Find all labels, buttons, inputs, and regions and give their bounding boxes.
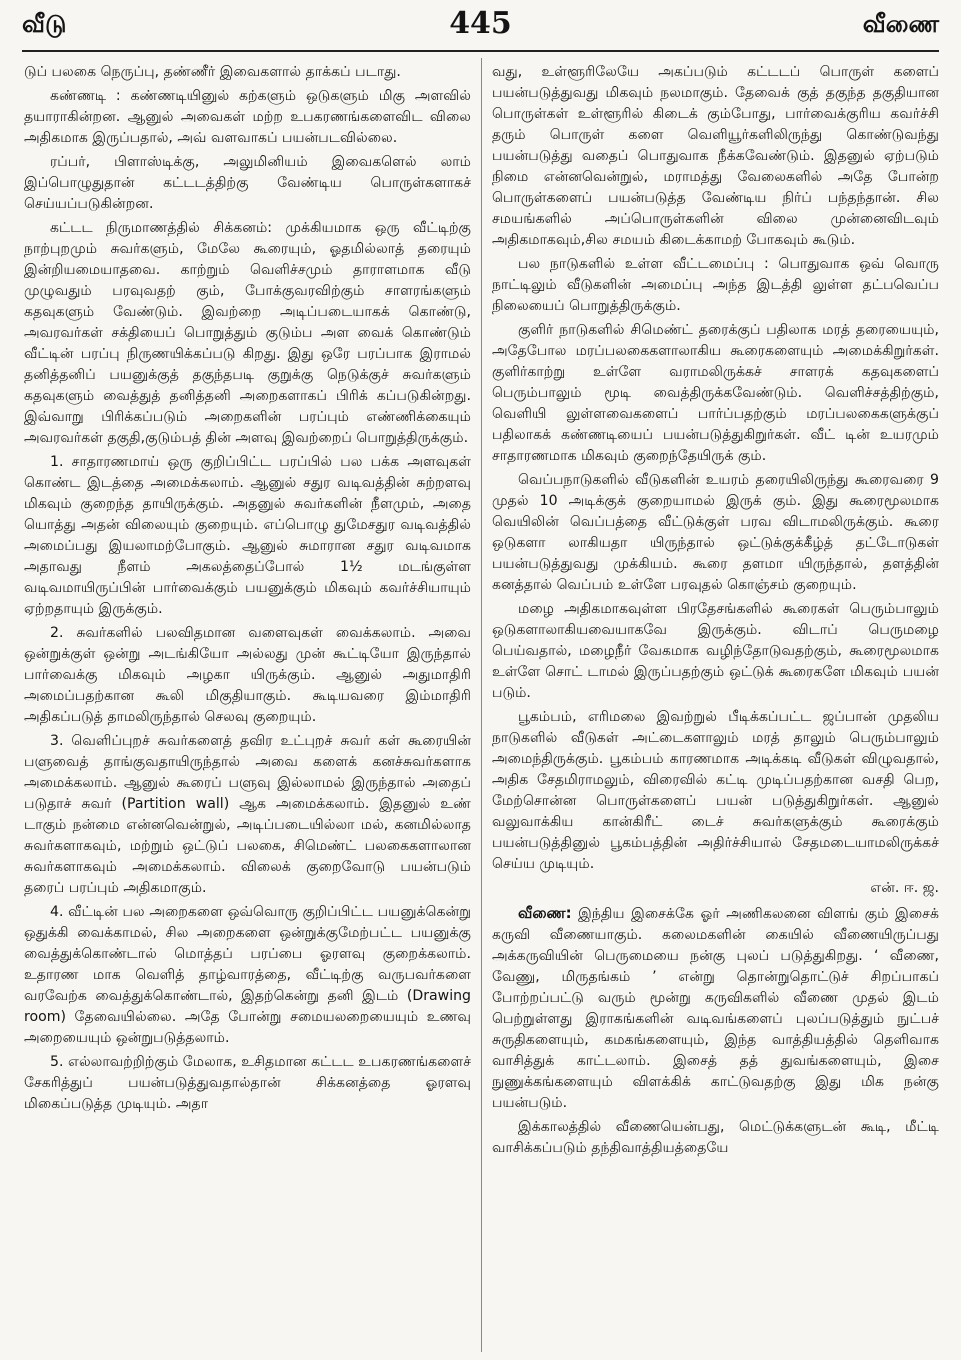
entry-paragraph — [492, 903, 939, 1114]
paragraph: 5. எல்லாவற்றிற்கும் மேலாக, உசிதமான கட்டட உபகரணங்களைச் சேகரித்துப் பயன்படுத்துவதால்தான் சிக்கனத்தை ஓரளவு மிகைப்படுத்த முடியும். அதா — [24, 1054, 471, 1112]
paragraph: ரப்பர், பிளாஸ்டிக்கு, அலுமினியம் இவைகளெல் லாம் இப்பொழுதுதான் கட்டடத்திற்கு வேண்டிய பொருள்களாகச் செய்யப்படுகின்றன. — [24, 154, 471, 212]
paragraph: கண்ணடி : கண்ணடியினுல் கற்களும் ஒடுகளும் மிகு அளவில் தயாராகின்றன. ஆனுல் அவைகள் மற்ற உபகரணங்களைவிட விலை அதிகமாக இருப்பதால், அவ் வளவாகப் பயன்படவில்லை. — [24, 88, 471, 146]
paragraph: இக்காலத்தில் வீணையென்பது, மெட்டுக்களுடன் கூடி, மீட்டி வாசிக்கப்படும் தந்திவாத்தியத்தையே — [492, 1119, 939, 1156]
left-column — [24, 62, 471, 1352]
paragraph: குளிர் நாடுகளில் சிமெண்ட் தரைக்குப் பதிலாக மரத் தரையையும், அதேபோல மரப்பலகைகளாலாகிய கூரைகளையும் அமைக்கிறுர்கள். குளிர்காற்று உள்ளே வராமலிருக்கச் சாளரக் கதவுகளைப் பெரும்பாலும் மூடி வைத்திருக்கவேண்டும். வெளிச்சத்திற்கும், வெளியி லுள்ளவைகளைப் பார்ப்பதற்கும் மரப்பலகைகளுக்குப் பதிலாகக் கண்ணடியைப் பயன்படுத்துகிறுர்கள். வீட் டின் உயரமும் சாதாரணமாக மிகவும் குறைந்தேயிருக் கும். — [492, 322, 939, 464]
paragraph: டுப் பலகை நெருப்பு, தண்ணீர் இவைகளால் தாக்கப் படாது. — [24, 64, 401, 80]
paragraph: 1. சாதாரணமாய் ஒரு குறிப்பிட்ட பரப்பில் பல பக்க அளவுகள் கொண்ட இடத்தை அமைக்கலாம். ஆனுல் சதுர வடிவத்தின் சுற்றளவு மிகவும் குறைந்த தாயிருக்கும். அதனுல் சுவர்களின் நீளமும், அதை யொத்து அதன் விலையும் குறையும். எப்பொழு துமேசதுர வடிவத்தில் அமைப்பது இயலாமற்போகும். ஆனுல் சுமாரான சதுர வடிவமாக அதாவது நீளம் அகலத்தைப்போல் 1½ மடங்குள்ள வடிவமாயிருப்பின் பார்வைக்கும் பயனுக்கும் மிகவும் கவர்ச்சியாயும் ஏற்றதாயும் இருக்கும். — [24, 454, 471, 617]
author-signature: என். ஈ. ஜ. — [870, 880, 939, 896]
paragraph: வது, உள்ளூரிலேயே அகப்படும் கட்டடப் பொருள் களைப் பயன்படுத்துவது மிகவும் நலமாகும். தேவைக் குத் தகுந்த தகுதியான பொருள்கள் உள்ளூரில் கிடைக் கும்போது, பார்வைக்குரிய கவர்ச்சி தரும் பொருள் களை வெளியூர்களிலிருந்து கொண்டுவந்து பயன்படுத்து வதைப் பொதுவாக நீக்கவேண்டும். இதனுல் ஏற்படும் நிமை என்னவென்றுல், மராமத்து வேலைகளில் அதே போன்ற பொருள்களைப் பயன்படுத்த வேண்டிய நிர்ப் பந்தந்தான். சில சமயங்களில் அப்பொருள்களின் விலை முன்னைவிடவும் அதிகமாகவும்,சில சமயம் கிடைக்காமற் போகவும் கூடும். — [492, 64, 939, 248]
header-right-keyword: வீணை — [862, 10, 939, 38]
page-header — [22, 6, 939, 46]
column-divider — [481, 58, 482, 1352]
entry-heading: வீணை: — [518, 904, 572, 922]
paragraph: 4. வீட்டின் பல அறைகளை ஒவ்வொரு குறிப்பிட்ட பயனுக்கென்று ஒதுக்கி வைக்காமல், சில அறைகளை ஒன்றுக்குமேற்பட்ட பயனுக்கு வைத்துக்கொண்டால் மொத்தப் பரப்பை ஓரளவு குறைக்கலாம். உதாரண மாக வெளித் தாழ்வாரத்தை, வீட்டிற்கு வருபவர்களை வரவேற்க வைத்துக்கொண்டால், இதற்கென்று தனி இடம் (Drawing room) தேவையில்லை. அதே போன்று சமையலறையையும் உணவு அறையையும் ஒன்றுபடுத்தலாம். — [24, 904, 471, 1046]
paragraph: பூகம்பம், எரிமலை இவற்றுல் பீடிக்கப்பட்ட ஜப்பான் முதலிய நாடுகளில் வீடுகள் அட்டைகளாலும் மரத் தாலும் பெரும்பாலும் அமைந்திருக்கும். பூகம்பம் காரணமாக அடிக்கடி வீடுகள் விழுவதால், அதிக சேதமிராமலும், விரைவில் கட்டி முடிப்பதற்கான வசதி பெற, மேற்சொன்ன பொருள்களைப் பயன் படுத்துகிறுர்கள். ஆனுல் வலுவாக்கிய கான்கிரீட் டைச் சுவர்களுக்கும் கூரைக்கும் பயன்படுத்தினுல் பூகம்பத்தின் அதிர்ச்சியால் சேதமடையாமலிருக்கச் செய்ய முடியும். — [492, 709, 939, 872]
header-rule — [22, 50, 939, 52]
paragraph: மழை அதிகமாகவுள்ள பிரதேசங்களில் கூரைகள் பெரும்பாலும் ஒடுகளாலாகியவையாகவே இருக்கும். விடாப் பெருமழை பெய்வதால், மழைநீர் வேகமாக வழிந்தோடுவதற்கும், கூரைமூலமாக உள்ளே சொட் டாமல் இருப்பதற்கும் ஒட்டுக் கூரைகளே மிகவும் பயன் படும். — [492, 601, 939, 701]
right-column — [492, 62, 939, 1352]
paragraph: கட்டட நிருமாணத்தில் சிக்கனம்: முக்கியமாக ஒரு வீட்டிற்கு நாற்புறமும் சுவர்களும், மேலே கூரையும், ஓதமில்லாத் தரையும் இன்றியமையாதவை. காற்றும் வெளிச்சமும் தாராளமாக வீடு முழுவதும் பரவுவதற் கும், போக்குவரவிற்கும் சாளரங்களும் கதவுகளும் வேண்டும். இவற்றை அடிப்படையாகக் கொண்டு, அவரவர்கள் சக்தியைப் பொறுத்தும் குடும்ப அள வைக் கொண்டும் வீட்டின் பரப்பு நிருணயிக்கப்படு கிறது. இது ஒரே பரப்பாக இராமல் தனித்தனிப் பயனுக்குத் தகுந்தபடி குறுக்கு நெடுக்குச் சுவர்களும் கதவுகளும் வைத்துத் தனித்தனி அறைகளாகப் பிரிக் கப்படுகின்றது. இவ்வாறு பிரிக்கப்படும் அறைகளின் பரப்பும் எண்ணிக்கையும் அவரவர்கள் தகுதி,குடும்பத் தின் அளவு இவற்றைப் பொறுத்திருக்கும். — [24, 220, 471, 446]
paragraph: வெப்பநாடுகளில் வீடுகளின் உயரம் தரையிலிருந்து கூரைவரை 9 முதல் 10 அடிக்குக் குறையாமல் இருக் கும். இது கூரைமூலமாக வெயிலின் வெப்பத்தை வீட்டுக்குள் பரவ விடாமலிருக்கும். கூரை ஒடுகளா லாகியதா யிருந்தால் ஒட்டுக்குக்கீழ்த் தட்டோடுகள் பயன்படுத்துவது முக்கியம். கூரை தளமா யிருந்தால், தளத்தின் கனத்தால் வெப்பம் உள்ளே பரவுதல் கொஞ்சம் குறையும். — [492, 472, 939, 593]
entry-body: இந்திய இசைக்கே ஓர் அணிகலனை விளங் கும் இசைக் கருவி வீணையாகும். கலைமகளின் கையில் வீணையிருப்பது அக்கருவியின் பெருமையை நன்கு புலப் படுத்துகிறது. ‘ வீணை, வேணு, மிருதங்கம் ’ என்று தொன்றுதொட்டுச் சிறப்பாகப் போற்றப்பட்டு வரும் மூன்று கருவிகளில் வீணை முதல் இடம் பெற்றுள்ளது இராகங்களின் வடிவங்களைப் புலப்படுத்தும் நுட்பச் சுருதிகளையும், கமகங்களையும், இந்த வாத்தியத்தில் தெளிவாக வாசித்துக் காட்டலாம். இசைத் தத் துவங்களையும், இசை நுணுக்கங்களையும் விளக்கிக் காட்டுவதற்கு இது மிக நன்கு பயன்படும். — [492, 906, 939, 1111]
paragraph: 2. சுவர்களில் பலவிதமான வளைவுகள் வைக்கலாம். அவை ஒன்றுக்குள் ஒன்று அடங்கியோ அல்லது முன் கூட்டியோ இருந்தால் பார்வைக்கு மிகவும் அழகா யிருக்கும். ஆனுல் அதுமாதிரி அமைப்பதற்கான கூலி மிகுதியாகும். கூடியவரை இம்மாதிரி அதிகப்படுத் தாமலிருந்தால் செலவு குறையும். — [24, 625, 471, 725]
page-number: 445 — [449, 6, 512, 41]
header-left-keyword: வீடு — [22, 10, 67, 38]
paragraph: 3. வெளிப்புறச் சுவர்களைத் தவிர உட்புறச் சுவர் கள் கூரையின் பளுவைத் தாங்குவதாயிருந்தால் அவை களைக் கனச்சுவர்களாக அமைக்கலாம். ஆனுல் கூரைப் பளுவு இல்லாமல் இருந்தால் அதைப் படுதாச் சுவர் (Partition wall) ஆக அமைக்கலாம். இதனுல் உண் டாகும் நன்மை என்னவென்றுல், அடிப்படையில்லா மல், கனமில்லாத சுவர்களாகவும், மற்றும் ஒட்டுப் பலகை, சிமெண்ட் பலகைகளாலான சுவர்களாகவும் அமைக்கலாம். விலைக் குறைவோடு பயன்படும் தரைப் பரப்பும் அதிகமாகும். — [24, 733, 471, 896]
paragraph: பல நாடுகளில் உள்ள வீட்டமைப்பு : பொதுவாக ஒவ் வொரு நாட்டிலும் வீடுகளின் அமைப்பு அந்த இடத்தி லுள்ள தட்பவெப்ப நிலையைப் பொறுத்திருக்கும். — [492, 256, 939, 314]
